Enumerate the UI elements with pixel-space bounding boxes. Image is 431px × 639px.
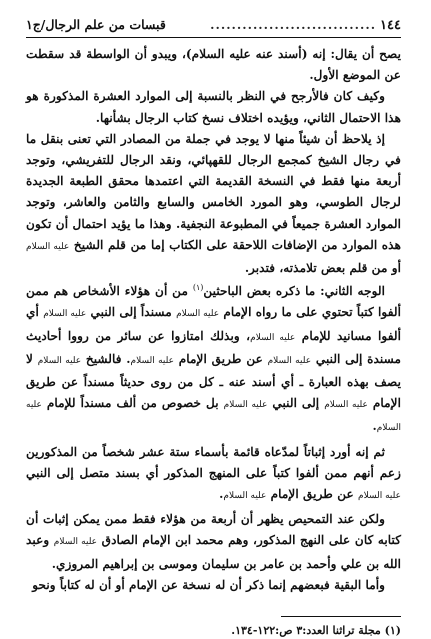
honorific-symbol: عليه السلام	[43, 309, 87, 320]
running-title: قبسات من علم الرجال/ج١	[26, 17, 166, 32]
paragraph-5-end: .	[219, 487, 224, 502]
paragraph-4-h: إلى النبي	[272, 396, 320, 411]
paragraph-4-head: الوجه الثاني: ما ذكره بعض الباحثين	[203, 284, 385, 299]
paragraph-7	[26, 575, 401, 596]
honorific-symbol: عليه السلام	[223, 400, 268, 411]
honorific-symbol: عليه السلام	[26, 241, 70, 252]
paragraph-6-b: وعبد الله بن علي وأحمد بن عامر بن سليمان وموسى بن إبراهيم المروزي.	[26, 533, 401, 571]
header-leader-dots: ...............................	[210, 17, 377, 32]
honorific-symbol: عليه السلام	[267, 355, 312, 366]
paragraph-4-i: بل خصوص من ألف مسنداً للإمام	[46, 396, 219, 411]
paragraph-6-a: ولكن عند التمحيص يظهر أن أربعة من هؤلاء فقط ممن يمكن إثبات أن كتابه كان على النهج المذكور، وهم محمد ابن الإمام الصادق	[26, 512, 401, 548]
paragraph-3	[26, 129, 401, 279]
footnote-rule	[281, 616, 401, 617]
paragraph-4-end: .	[372, 419, 377, 434]
body-text	[26, 44, 401, 596]
honorific-symbol: عليه السلام	[26, 400, 401, 434]
paragraph-4-g: لا يصف بهذه العبارة ـ أي أسند عنه ـ كل من روى حديثاً مسنداً عن طريق الإمام	[26, 351, 401, 411]
paragraph-1	[26, 44, 401, 86]
paragraph-5	[26, 442, 401, 508]
paragraph-5-b: عن طريق الإمام	[270, 487, 354, 502]
paragraph-7-text: وأما البقية فبعضهم إنما ذكر أن له نسخة عن الإمام أو أن له كتاباً ونحو	[32, 577, 385, 592]
running-header	[26, 14, 401, 36]
paragraph-4	[26, 281, 401, 439]
paragraph-2-text: وكيف كان فالأرجح في النظر بالنسبة إلى الموارد العشرة المذكورة هو هذا الاحتمال الثاني، ويؤيده اختلاف نسخ كتاب الرجال بشأنها.	[26, 89, 401, 125]
paragraph-4-e: عن طريق الإمام	[178, 351, 263, 366]
paragraph-4-c: أي ألفوا مسانيد للإمام	[26, 305, 401, 343]
honorific-symbol: عليه السلام	[53, 537, 98, 548]
header-rule	[26, 37, 401, 38]
paragraph-6	[26, 509, 401, 575]
paragraph-3-tail: أو من قلم بعض تلامذته، فتدبر.	[244, 261, 401, 276]
paragraph-5-a: ثم إنه أورد إثباتاً لمدّعاه قائمة بأسماء ستة عشر شخصاً من المذكورين زعم أنهم ممن ألفوا كتباً على المنهج المذكور أي بسند متصل إلى النبي	[26, 444, 401, 480]
page-number: ١٤٤	[380, 18, 401, 33]
honorific-symbol: عليه السلام	[130, 355, 175, 366]
paragraph-4-a: من أن هؤلاء الأشخاص هم ممن ألفوا كتباً تحتوي على ما رواه الإمام	[26, 284, 401, 320]
honorific-symbol: عليه السلام	[176, 309, 220, 320]
honorific-symbol: عليه السلام	[223, 491, 267, 502]
honorific-symbol: عليه السلام	[250, 332, 296, 343]
paragraph-3-text: إذ يلاحظ أن شيئاً منها لا يوجد في جملة من المصادر التي تعنى بنقل ما في رجال الشيخ كمجمع الرجال للقهپائي، ونقد الرجال للتفريشي، وتوجد أربعة منها فقط في النسخة القديمة التي اعتمدها محقق الطبعة الجديدة لرجال الطوسي، وهو المورد الخامس والسابع والثامن والعاشر، وتوجد الموارد العشرة جميعاً في المطبوعة النجفية. وهذا ما يؤيد احتمال أن تكون هذه الموارد من الإضافات اللاحقة على الكتاب إما من قلم الشيخ	[26, 131, 402, 252]
honorific-symbol: عليه السلام	[358, 491, 401, 502]
paragraph-4-d: ، وبذلك امتازوا عن سائر من رووا أحاديث مسندة إلى النبي	[26, 328, 402, 366]
honorific-symbol: عليه السلام	[37, 355, 82, 366]
paragraph-2	[26, 86, 401, 128]
footnote-marker[interactable]: (١)	[192, 283, 204, 293]
footnote: (١) مجلة تراثنا العدد:٣ ص:١٢٢-١٣٤.	[231, 624, 401, 638]
honorific-symbol: عليه السلام	[324, 400, 368, 411]
paragraph-1-text: يصح أن يقال: إنه (أسند عنه ‌‌عليه السلام)، ويبدو أن الواسطة قد سقطت عن الموضع الأول.	[26, 47, 401, 83]
paragraph-4-b: مسنداً إلى النبي	[90, 305, 172, 320]
paragraph-4-f: . فالشيخ	[85, 351, 131, 366]
